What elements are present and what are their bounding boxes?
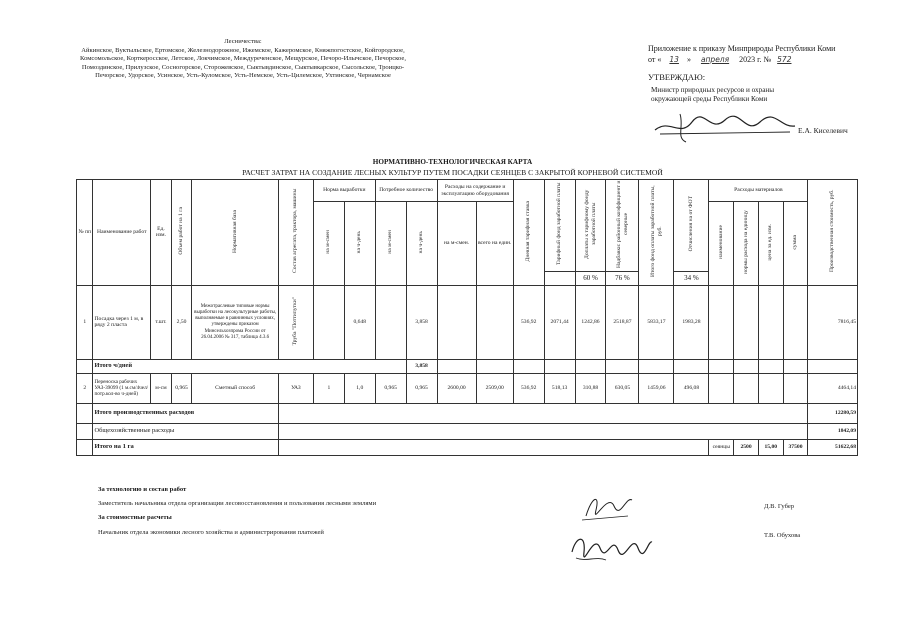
row1-ch-den: 0,648 bbox=[344, 285, 375, 359]
date-day: 13 bbox=[669, 55, 679, 64]
header-norm-mash-smen-text: на м-смен bbox=[325, 230, 332, 254]
header-name: Наименование работ bbox=[93, 180, 151, 286]
production-total-value: 12280,59 bbox=[808, 403, 858, 423]
row1-mat-name bbox=[709, 285, 734, 359]
row2-num: 2 bbox=[77, 373, 93, 403]
cost-table bbox=[76, 179, 858, 456]
row1-north: 2518,87 bbox=[606, 285, 639, 359]
total-mat-name: сеянцы bbox=[709, 439, 734, 455]
header-mat-norm-text: нормы расхода на единицу bbox=[742, 210, 749, 274]
header-materials: Расходы материалов bbox=[709, 180, 808, 202]
total-label: Итого на 1 га bbox=[93, 439, 278, 455]
row1-tariff-fund: 2071,44 bbox=[544, 285, 575, 359]
header-tariff-fund bbox=[544, 180, 575, 272]
tech-person: Заместитель начальника отдела организации лесовосстановления и пользования лесными землями bbox=[98, 500, 377, 507]
appendix-line: Приложение к приказу Минприроды Республики Коми bbox=[648, 44, 836, 53]
header-daily-rate bbox=[513, 180, 544, 286]
forestries-list: Айкинское, Вуктыльское, Ертомское, Железнодорожное, Ижемское, Кажеромское, Княжпогостское, Койгородское, Комсомольское, Корткеросское, Летское, Локчимское, Междуреченское, Мещурское, Печоро-Илычское, Печорское, Помоздинское, Прилузское, Сосногорское, Сторожевское, Сыктывдинское, Сыктывкарское, Сысольское, Троицко-Печорское, Удорское, Усинское, Усть-Куломское, Усть-Немское, Усть-Цилемское, Ухтинское, Чернамское bbox=[80, 46, 406, 79]
approve-label: УТВЕРЖДАЮ: bbox=[648, 72, 706, 82]
forestries-title: Лесничества: bbox=[224, 38, 262, 45]
total-mat-sum: 37500 bbox=[783, 439, 808, 455]
number-label: № bbox=[763, 55, 772, 64]
tech-name: Д.В. Губер bbox=[764, 503, 795, 510]
header-need-ch-den-text: на ч-день bbox=[418, 230, 425, 254]
row2-cost: 4464,14 bbox=[808, 373, 858, 403]
row2-deductions: 496,08 bbox=[674, 373, 709, 403]
date-prefix: от « bbox=[648, 55, 662, 64]
header-eq-per: на м-смен. bbox=[437, 202, 476, 286]
header-north-pct: 76 % bbox=[606, 271, 639, 285]
date-month: апреля bbox=[700, 55, 730, 64]
header-need-mash-smen-text: на м-смен bbox=[387, 230, 394, 254]
cost-label: За стоимостные расчеты bbox=[98, 514, 172, 521]
minister-title: Министр природных ресурсов и охраны окружающей среды Республики Коми bbox=[651, 86, 775, 103]
subtotal-label: Итого ч/дней bbox=[93, 359, 406, 373]
row2-unit: м-см bbox=[151, 373, 172, 403]
cost-name: Т.В. Обухова bbox=[764, 532, 801, 539]
header-bonus bbox=[575, 180, 606, 272]
appendix-block bbox=[648, 43, 888, 65]
row2-name: Переноска рабочих УАЗ-39099 (1 м.см/4чел/потр.кол-во ч-дней) bbox=[93, 373, 151, 403]
row2-composition: УАЗ bbox=[278, 373, 313, 403]
header-bonus-text: Доплаты к тарифному фонду заработной платы bbox=[583, 189, 597, 259]
header-num: № пп bbox=[77, 180, 93, 286]
row2-volume: 0,965 bbox=[171, 373, 192, 403]
row2-eq-per: 2600,00 bbox=[437, 373, 476, 403]
overhead-row bbox=[77, 423, 858, 439]
header-mat-price bbox=[758, 202, 783, 286]
row2-mat-norm bbox=[734, 373, 759, 403]
row1-ch-den2: 3,858 bbox=[406, 285, 437, 359]
header-equipment: Расходы на содержание и эксплуатацию оборудования bbox=[437, 180, 513, 202]
header-mat-norm bbox=[734, 202, 759, 286]
header-cost bbox=[808, 180, 858, 286]
row1-normbase: Межотраслевые типовые нормы выработки на лесокультурные работы, выполняемые в равнинных условиях, утверждены приказом Минсельхозпрома России от 26.04.2006 № 317, таблица 4.3.6 bbox=[192, 285, 279, 359]
header-deductions-text: Отчисления на от ФОТ bbox=[688, 196, 695, 252]
row2-total-fund: 1459,06 bbox=[639, 373, 674, 403]
header-norm-ch-den-text: на ч-день bbox=[356, 230, 363, 254]
total-value: 51622,68 bbox=[808, 439, 858, 455]
date-mid: » bbox=[686, 55, 691, 64]
row2-mat-price bbox=[758, 373, 783, 403]
row2-mash-smen2: 0,965 bbox=[375, 373, 406, 403]
row2-normbase: Сметный способ bbox=[192, 373, 279, 403]
row1-total-fund: 5833,17 bbox=[639, 285, 674, 359]
row1-mat-sum bbox=[783, 285, 808, 359]
header-norm-mash-smen bbox=[313, 202, 344, 286]
production-total-label: Итого производственных расходов bbox=[93, 403, 278, 423]
header-north-text: Надбавки: районный коэффициент и северные bbox=[615, 180, 629, 268]
header-composition-text: Состав агрегата, трактора, машины bbox=[292, 188, 299, 274]
overhead-value: 1842,09 bbox=[808, 423, 858, 439]
header-mat-name bbox=[709, 202, 734, 286]
forestries-block bbox=[78, 38, 408, 81]
header-cost-text: Производственная стоимость, руб. bbox=[829, 189, 836, 273]
header-unit: Ед. изм. bbox=[151, 180, 172, 286]
minister-name: Е.А. Киселевич bbox=[798, 126, 848, 135]
header-tariff-pct bbox=[544, 271, 575, 285]
document-subtitle: РАСЧЕТ ЗАТРАТ НА СОЗДАНИЕ ЛЕСНЫХ КУЛЬТУР ПУТЕМ ПОСАДКИ СЕЯНЦЕВ С ЗАКРЫТОЙ КОРНЕВОЙ СИСТЕМОЙ bbox=[242, 168, 663, 177]
header-mat-name-text: наименование bbox=[717, 225, 724, 259]
production-total-row bbox=[77, 403, 858, 423]
header-volume bbox=[171, 180, 192, 286]
header-deductions-pct: 34 % bbox=[674, 271, 709, 285]
row1-bonus: 1242,86 bbox=[575, 285, 606, 359]
subtotal-value: 3,858 bbox=[406, 359, 437, 373]
header-eq-total: всего на един. bbox=[476, 202, 513, 286]
header-tariff-fund-text: Тарифный фонд заработной платы bbox=[556, 182, 563, 266]
header-total-fund-text: Итого фонд оплаты заработной платы, руб. bbox=[649, 185, 663, 277]
total-row bbox=[77, 439, 858, 455]
row1-volume: 2,50 bbox=[171, 285, 192, 359]
row2-ch-den: 1,0 bbox=[344, 373, 375, 403]
row1-daily-rate: 536,92 bbox=[513, 285, 544, 359]
row1-num: 1 bbox=[77, 285, 93, 359]
row2-north: 630,05 bbox=[606, 373, 639, 403]
header-volume-text: Объем работ на 1 га bbox=[178, 207, 185, 255]
row1-unit: т.шт. bbox=[151, 285, 172, 359]
minister-signature bbox=[650, 108, 800, 148]
table-row bbox=[77, 373, 858, 403]
row2-mat-sum bbox=[783, 373, 808, 403]
header-need-qty: Потребное количество bbox=[375, 180, 437, 202]
header-daily-rate-text: Дневная тарифная ставка bbox=[525, 200, 532, 262]
header-need-ch-den bbox=[406, 202, 437, 286]
row2-mash-smen: 1 bbox=[313, 373, 344, 403]
row1-eq-total bbox=[476, 285, 513, 359]
row2-ch-den2: 0,965 bbox=[406, 373, 437, 403]
document-title: НОРМАТИВНО-ТЕХНОЛОГИЧЕСКАЯ КАРТА bbox=[372, 158, 533, 166]
row1-eq-per bbox=[437, 285, 476, 359]
row2-daily-rate: 536,92 bbox=[513, 373, 544, 403]
tech-signature bbox=[578, 486, 638, 526]
header-north bbox=[606, 180, 639, 272]
number-value: 572 bbox=[777, 55, 792, 64]
row1-deductions: 1983,28 bbox=[674, 285, 709, 359]
header-total-fund bbox=[639, 180, 674, 286]
row1-composition bbox=[278, 285, 313, 359]
header-norm-output: Норма выработки bbox=[313, 180, 375, 202]
header-mat-price-text: цена за ед. изм. bbox=[767, 223, 774, 261]
row1-cost: 7816,45 bbox=[808, 285, 858, 359]
row1-mash-smen2 bbox=[375, 285, 406, 359]
header-need-mash-smen bbox=[375, 202, 406, 286]
date-year: 2023 г. bbox=[739, 55, 762, 64]
cost-signature bbox=[566, 522, 656, 566]
row2-eq-total: 2509,00 bbox=[476, 373, 513, 403]
tech-label: За технологию и состав работ bbox=[98, 486, 187, 493]
total-mat-price: 15,00 bbox=[758, 439, 783, 455]
header-deductions bbox=[674, 180, 709, 272]
row2-tariff-fund: 518,13 bbox=[544, 373, 575, 403]
header-mat-sum-text: сумма bbox=[792, 234, 799, 250]
row2-bonus: 310,88 bbox=[575, 373, 606, 403]
table-row bbox=[77, 285, 858, 359]
cost-person: Начальник отдела экономики лесного хозяйства и администрирования платежей bbox=[98, 529, 324, 536]
header-bonus-pct: 60 % bbox=[575, 271, 606, 285]
row2-mat-name bbox=[709, 373, 734, 403]
header-normbase bbox=[192, 180, 279, 286]
overhead-label: Общехозяйственные расходы bbox=[93, 423, 278, 439]
row1-mash-smen bbox=[313, 285, 344, 359]
order-date-line bbox=[648, 54, 888, 65]
total-mat-norm: 2500 bbox=[734, 439, 759, 455]
row1-composition-text: Труба "Поттипутки" bbox=[292, 296, 299, 346]
row1-mat-price bbox=[758, 285, 783, 359]
row1-mat-norm bbox=[734, 285, 759, 359]
header-norm-ch-den bbox=[344, 202, 375, 286]
header-normbase-text: Нормативная база bbox=[231, 209, 238, 253]
row1-name: Посадка через 1 м, в ряду 2 пласта bbox=[93, 285, 151, 359]
header-mat-sum bbox=[783, 202, 808, 286]
header-composition bbox=[278, 180, 313, 286]
subtotal-row bbox=[77, 359, 858, 373]
